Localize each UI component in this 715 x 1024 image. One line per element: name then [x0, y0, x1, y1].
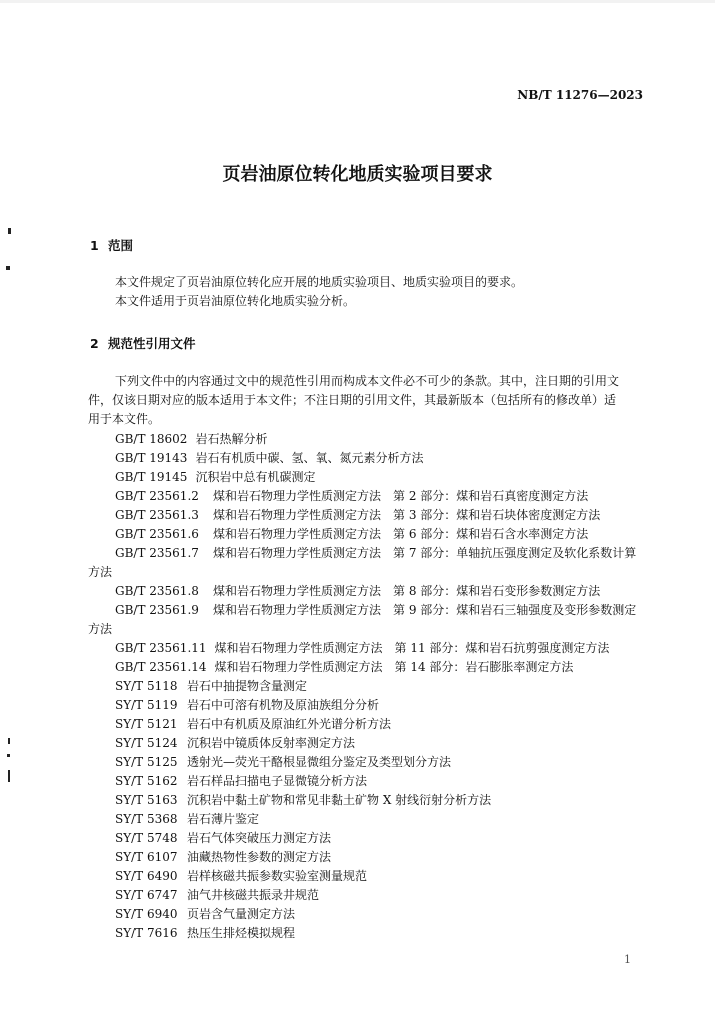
reference-title: 沉积岩中镜质体反射率测定方法	[187, 736, 356, 750]
reference-title: 岩石中可溶有机物及原油族组分分析	[187, 698, 380, 712]
standard-code: NB/T 11276—2023	[517, 88, 643, 102]
section-1-paragraph: 本文件适用于页岩油原位转化地质实验分析。	[115, 294, 356, 308]
reference-code: GB/T 23561.3	[115, 508, 199, 522]
page-number: 1	[624, 953, 631, 966]
reference-item	[88, 791, 646, 810]
reference-title: 页岩含气量测定方法	[187, 907, 296, 921]
reference-item	[88, 468, 646, 487]
reference-title: 煤和岩石物理力学性质测定方法 第 11 部分：煤和岩石抗剪强度测定方法	[214, 641, 610, 655]
reference-title: 岩石热解分析	[195, 432, 268, 446]
reference-code: SY/T 5119	[115, 698, 178, 712]
scan-speck	[6, 266, 10, 270]
reference-title: 煤和岩石物理力学性质测定方法 第 14 部分：岩石膨胀率测定方法	[214, 660, 574, 674]
reference-item	[88, 449, 646, 468]
reference-title: 岩石中抽提物含量测定	[187, 679, 308, 693]
reference-code: GB/T 23561.11	[115, 641, 207, 655]
reference-title: 岩石有机质中碳、氢、氧、氮元素分析方法	[195, 451, 424, 465]
reference-item	[88, 848, 646, 867]
intro-line: 下列文件中的内容通过文中的规范性引用而构成本文件必不可少的条款。其中，注日期的引用文	[115, 374, 620, 388]
reference-item	[88, 715, 646, 734]
reference-continuation: 方法	[88, 622, 113, 636]
page-title: 页岩油原位转化地质实验项目要求	[222, 164, 493, 185]
reference-title: 油藏热物性参数的测定方法	[187, 850, 332, 864]
reference-item	[88, 753, 646, 772]
intro-line: 用于本文件。	[88, 412, 161, 426]
reference-code: SY/T 5124	[115, 736, 178, 750]
reference-code: SY/T 7616	[115, 926, 178, 940]
reference-code: SY/T 6107	[115, 850, 178, 864]
reference-item	[88, 734, 646, 753]
reference-code: GB/T 23561.9	[115, 603, 199, 617]
reference-title: 煤和岩石物理力学性质测定方法 第 9 部分：煤和岩石三轴强度及变形参数测定	[213, 603, 637, 617]
reference-code: GB/T 23561.2	[115, 489, 199, 503]
reference-item	[88, 525, 646, 544]
scan-top-edge	[0, 0, 715, 3]
reference-code: GB/T 23561.14	[115, 660, 207, 674]
reference-title: 油气井核磁共振录井规范	[187, 888, 320, 902]
reference-item	[88, 658, 646, 677]
section-2-intro	[88, 372, 646, 429]
reference-code: SY/T 5125	[115, 755, 178, 769]
reference-title: 煤和岩石物理力学性质测定方法 第 6 部分：煤和岩石含水率测定方法	[213, 527, 589, 541]
reference-code: SY/T 6747	[115, 888, 178, 902]
reference-title: 煤和岩石物理力学性质测定方法 第 8 部分：煤和岩石变形参数测定方法	[213, 584, 601, 598]
reference-title: 岩石薄片鉴定	[187, 812, 260, 826]
reference-item	[88, 487, 646, 506]
reference-title: 沉积岩中总有机碳测定	[195, 470, 316, 484]
scan-speck	[7, 754, 10, 757]
section-2-number: 2	[90, 336, 99, 351]
reference-code: SY/T 5163	[115, 793, 178, 807]
reference-item	[88, 506, 646, 525]
reference-title: 煤和岩石物理力学性质测定方法 第 3 部分：煤和岩石块体密度测定方法	[213, 508, 601, 522]
section-1-title: 范围	[108, 238, 134, 253]
reference-item	[88, 829, 646, 848]
reference-code: SY/T 5121	[115, 717, 178, 731]
reference-title: 透射光—荧光干酪根显微组分鉴定及类型划分方法	[187, 755, 452, 769]
reference-item	[88, 582, 646, 601]
scan-speck	[8, 738, 10, 744]
section-2-title: 规范性引用文件	[108, 336, 196, 351]
reference-code: SY/T 5118	[115, 679, 178, 693]
reference-item	[88, 696, 646, 715]
reference-item	[88, 772, 646, 791]
scan-speck	[8, 770, 10, 782]
reference-code: SY/T 6940	[115, 907, 178, 921]
intro-line: 件，仅该日期对应的版本适用于本文件；不注日期的引用文件，其最新版本（包括所有的修改单）适	[88, 393, 617, 407]
reference-item	[88, 601, 646, 620]
reference-item	[88, 867, 646, 886]
reference-continuation: 方法	[88, 565, 113, 579]
reference-title: 岩石中有机质及原油红外光谱分析方法	[187, 717, 392, 731]
normative-references-list	[88, 430, 646, 943]
section-1-paragraph: 本文件规定了页岩油原位转化应开展的地质实验项目、地质实验项目的要求。	[115, 275, 524, 289]
reference-title: 岩样核磁共振参数实验室测量规范	[187, 869, 368, 883]
reference-code: SY/T 5368	[115, 812, 178, 826]
scan-speck	[8, 228, 11, 234]
reference-title: 沉积岩中黏土矿物和常见非黏土矿物 X 射线衍射分析方法	[187, 793, 492, 807]
reference-code: SY/T 5162	[115, 774, 178, 788]
reference-code: SY/T 6490	[115, 869, 178, 883]
section-1-heading	[90, 236, 133, 254]
reference-code: GB/T 23561.6	[115, 527, 199, 541]
reference-code: GB/T 23561.7	[115, 546, 199, 560]
reference-item	[88, 810, 646, 829]
section-2-heading	[90, 334, 196, 352]
section-1-number: 1	[90, 238, 99, 253]
reference-code: SY/T 5748	[115, 831, 178, 845]
reference-item	[88, 430, 646, 449]
reference-title: 煤和岩石物理力学性质测定方法 第 7 部分：单轴抗压强度测定及软化系数计算	[213, 546, 637, 560]
reference-item	[88, 886, 646, 905]
reference-title: 煤和岩石物理力学性质测定方法 第 2 部分：煤和岩石真密度测定方法	[213, 489, 589, 503]
reference-code: GB/T 19143	[115, 451, 188, 465]
reference-title: 热压生排烃模拟规程	[187, 926, 296, 940]
reference-item	[88, 924, 646, 943]
reference-item	[88, 905, 646, 924]
reference-code: GB/T 18602	[115, 432, 188, 446]
reference-title: 岩石样品扫描电子显微镜分析方法	[187, 774, 368, 788]
reference-code: GB/T 19145	[115, 470, 188, 484]
reference-item	[88, 677, 646, 696]
reference-item	[88, 544, 646, 563]
reference-title: 岩石气体突破压力测定方法	[187, 831, 332, 845]
reference-code: GB/T 23561.8	[115, 584, 199, 598]
section-1-body	[88, 273, 646, 311]
reference-item	[88, 639, 646, 658]
